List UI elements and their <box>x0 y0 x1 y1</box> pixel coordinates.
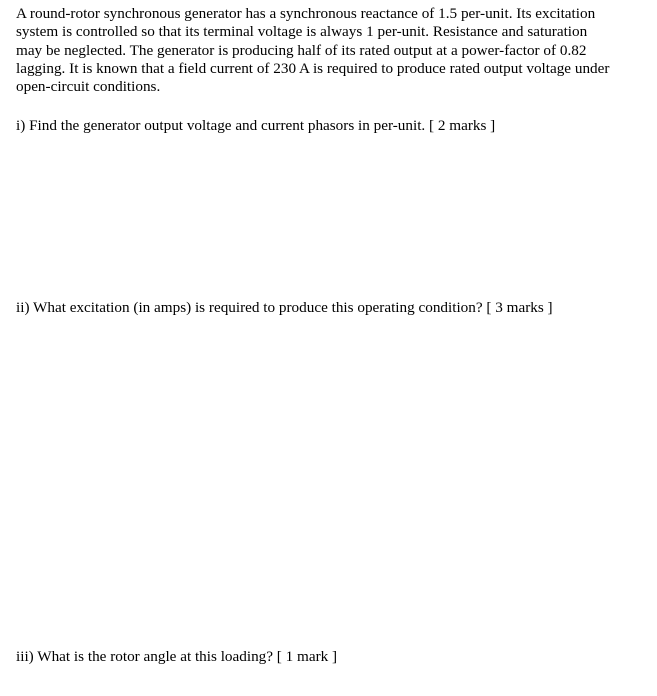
answer-space-2 <box>16 322 636 640</box>
question-2: ii) What excitation (in amps) is required to produce this operating condition? [ 3 marks ] <box>16 299 553 316</box>
problem-statement <box>16 5 652 96</box>
problem-line-5: open-circuit conditions. <box>16 78 161 96</box>
problem-line-2: system is controlled so that its terminal voltage is always 1 per-unit. Resistance and saturation <box>16 23 588 41</box>
answer-space-1 <box>16 140 636 290</box>
problem-line-1: A round-rotor synchronous generator has a synchronous reactance of 1.5 per-unit. Its excitation <box>16 5 596 22</box>
problem-line-4: lagging. It is known that a field current of 230 A is required to produce rated output voltage under <box>16 59 610 77</box>
question-3: iii) What is the rotor angle at this loading? [ 1 mark ] <box>16 648 338 665</box>
question-1: i) Find the generator output voltage and current phasors in per-unit. [ 2 marks ] <box>16 117 496 134</box>
problem-line-3: may be neglected. The generator is producing half of its rated output at a power-factor of 0.82 <box>16 41 587 59</box>
